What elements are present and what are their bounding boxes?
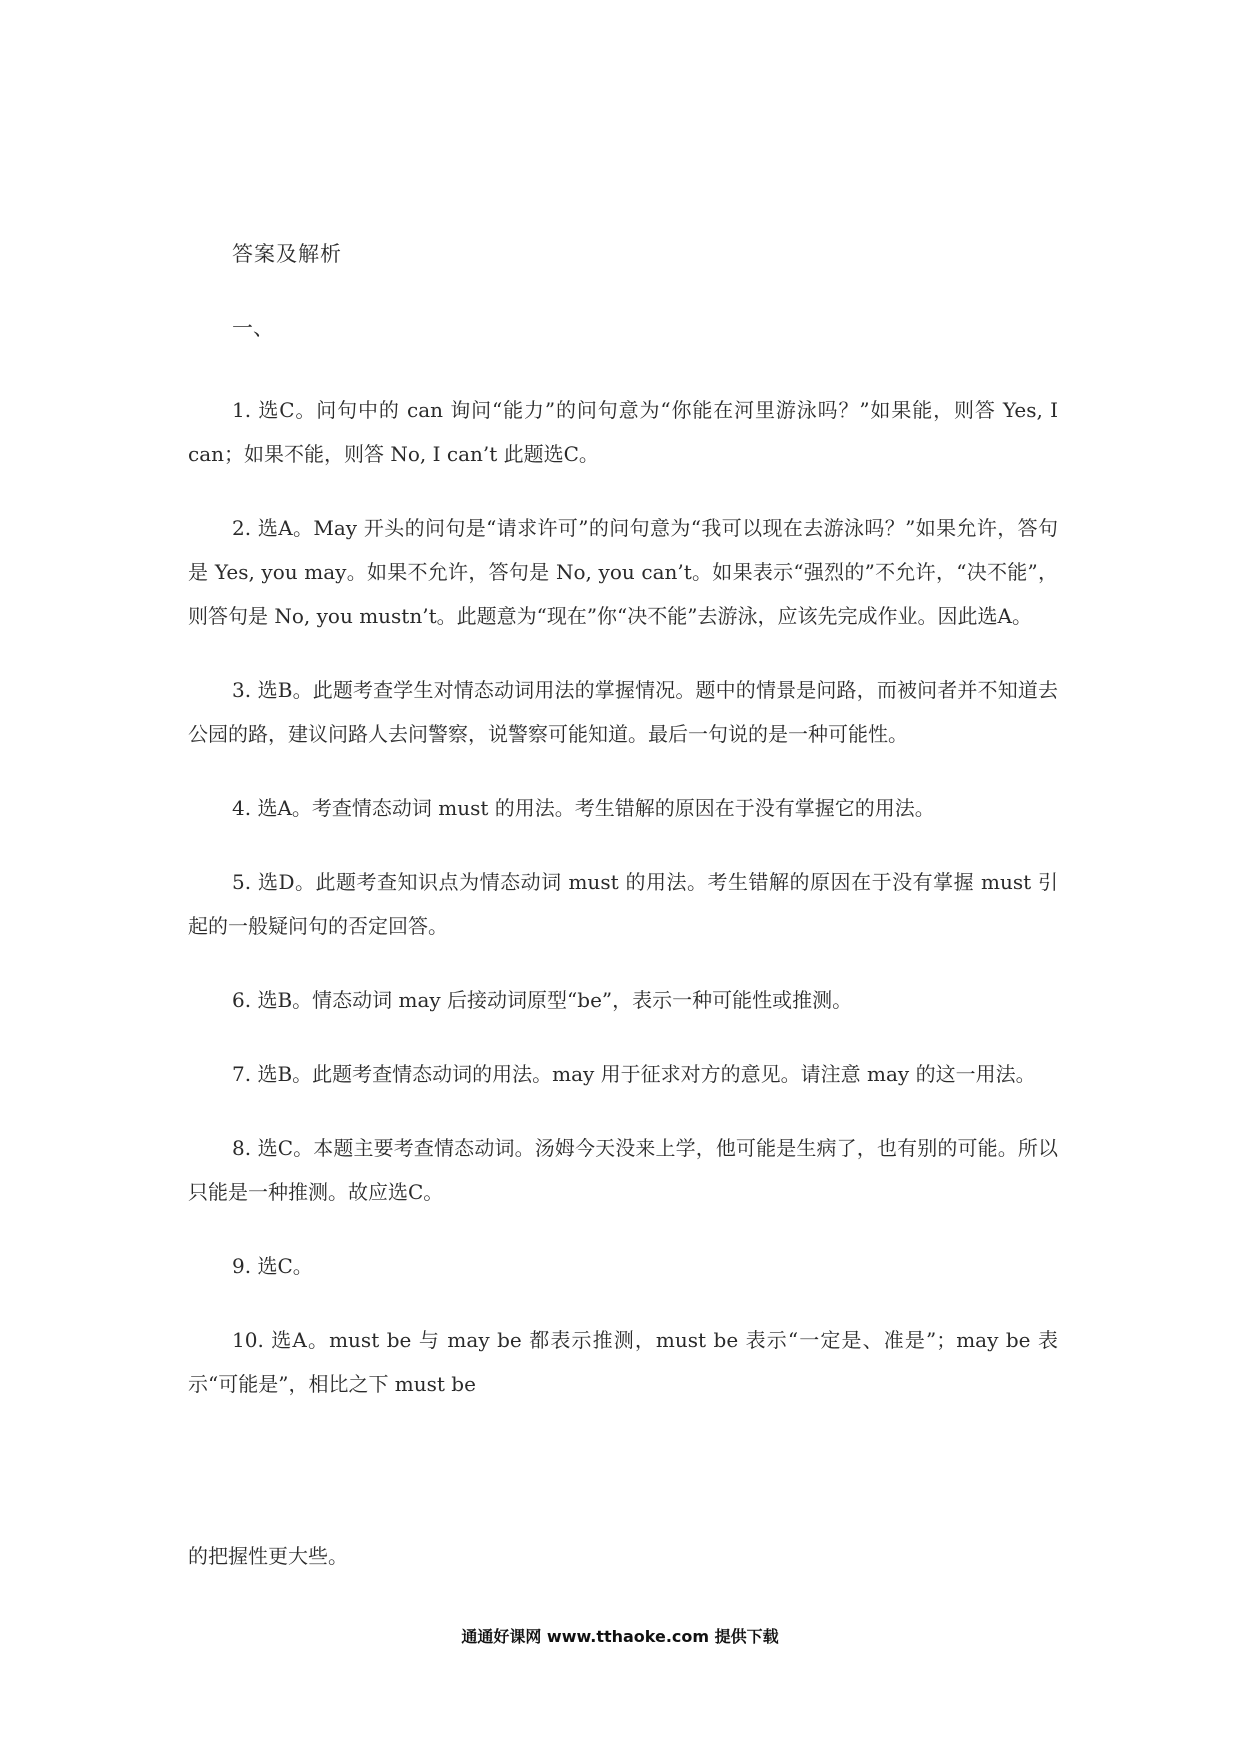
- answer-item: 8. 选C。本题主要考查情态动词。汤姆今天没来上学，他可能是生病了，也有别的可能。所以只能是一种推测。故应选C。: [188, 1136, 1058, 1204]
- answer-continuation: 的把握性更大些。: [188, 1544, 348, 1568]
- answer-item: 1. 选C。问句中的 can 询问“能力”的问句意为“你能在河里游泳吗？”如果能，则答 Yes, I can；如果不能，则答 No, I can’t 此题选C。: [188, 398, 1058, 466]
- answer-item: 2. 选A。May 开头的问句是“请求许可”的问句意为“我可以现在去游泳吗？”如果允许，答句是 Yes, you may。如果不允许，答句是 No, you can’t。如果表示“强烈的”不允许，“决不能”，则答句是 No, you mustn’t。此题意为“现在”你“决不能”去游泳，应该先完成作业。因此选A。: [188, 516, 1058, 628]
- answer-item: 7. 选B。此题考查情态动词的用法。may 用于征求对方的意见。请注意 may 的这一用法。: [232, 1062, 1036, 1086]
- page-title: 答案及解析: [232, 242, 342, 266]
- answer-list: [188, 388, 1058, 1436]
- answer-item: 10. 选A。must be 与 may be 都表示推测，must be 表示“一定是、准是”；may be 表示“可能是”，相比之下 must be: [188, 1328, 1058, 1396]
- answer-item: 9. 选C。: [232, 1254, 313, 1278]
- answer-item: 5. 选D。此题考查知识点为情态动词 must 的用法。考生错解的原因在于没有掌握 must 引起的一般疑问句的否定回答。: [188, 870, 1058, 938]
- answer-item: 6. 选B。情态动词 may 后接动词原型“be”，表示一种可能性或推测。: [232, 988, 853, 1012]
- answer-item: 3. 选B。此题考查学生对情态动词用法的掌握情况。题中的情景是问路，而被问者并不知道去公园的路，建议问路人去问警察，说警察可能知道。最后一句说的是一种可能性。: [188, 678, 1058, 746]
- footer-credit: 通通好课网 www.tthaoke.com 提供下载: [461, 1627, 779, 1646]
- answer-item: 4. 选A。考查情态动词 must 的用法。考生错解的原因在于没有掌握它的用法。: [232, 796, 935, 820]
- section-heading: 一、: [232, 316, 274, 340]
